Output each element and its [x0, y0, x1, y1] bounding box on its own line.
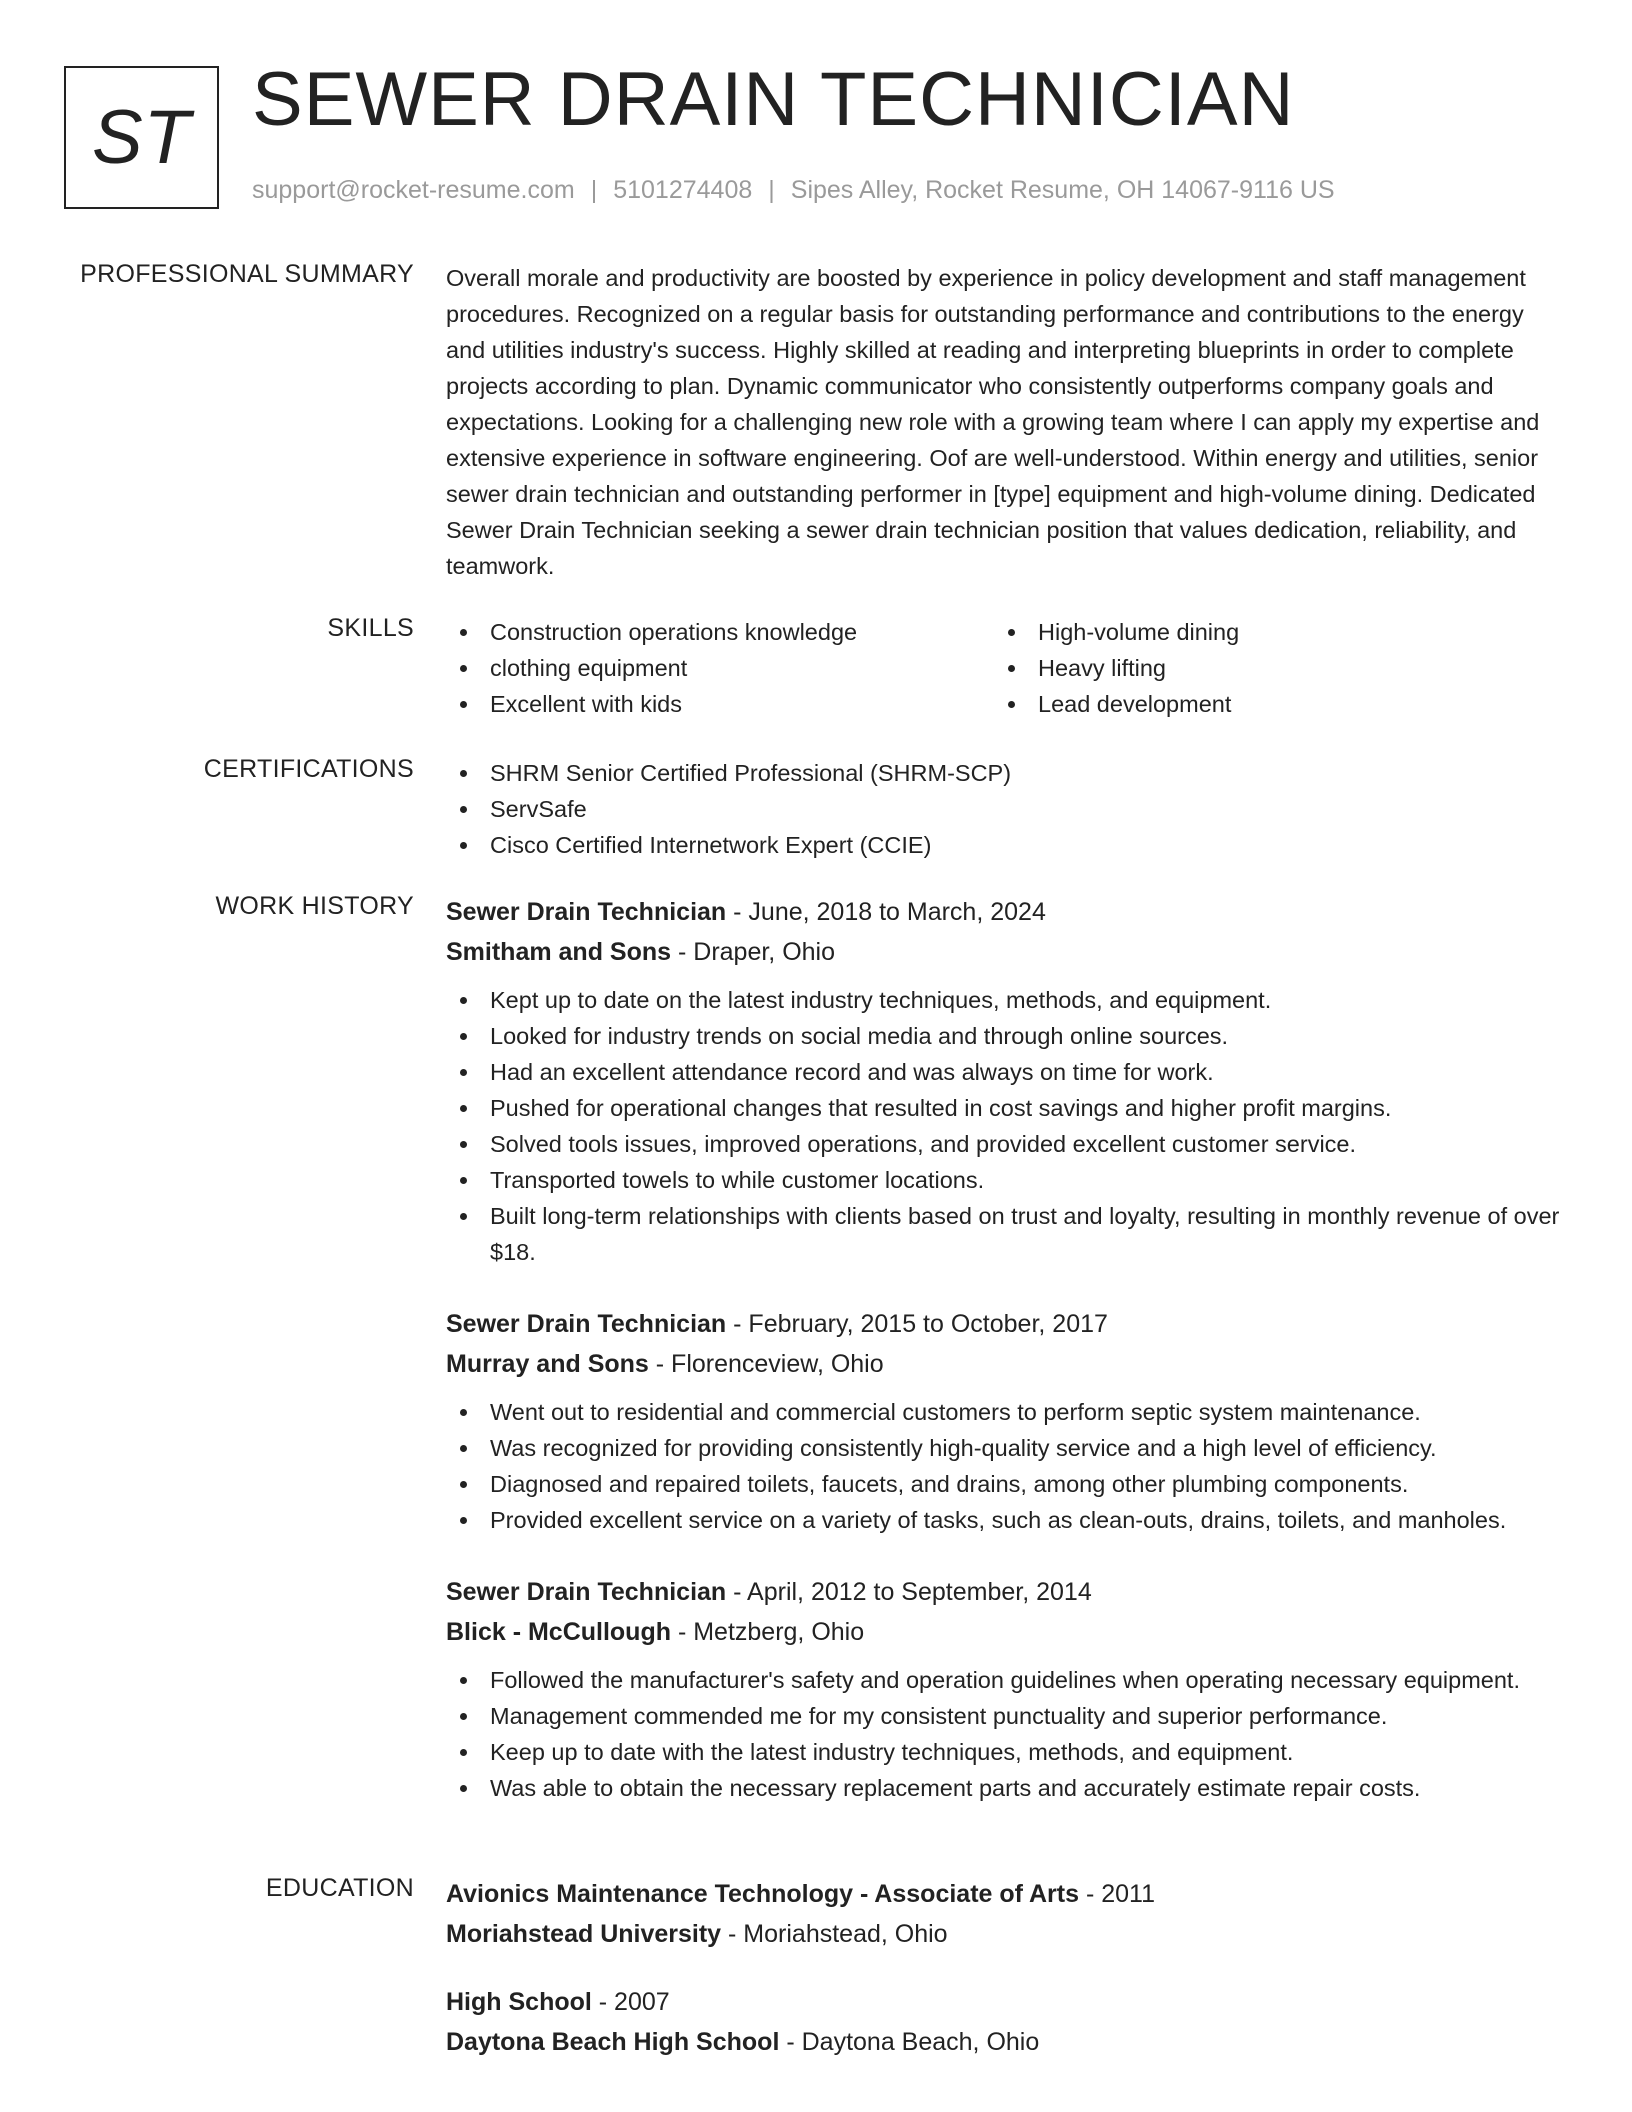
education-entry: [446, 1874, 1566, 1954]
job-duty-item: Went out to residential and commercial customers to perform septic system maintenance.: [446, 1394, 1566, 1430]
job-duty-item: Looked for industry trends on social media and through online sources.: [446, 1018, 1566, 1054]
skill-item: clothing equipment: [446, 650, 994, 686]
contact-line: [252, 176, 1335, 205]
skills-list-right: [994, 614, 1542, 722]
section-label-education: EDUCATION: [265, 1874, 414, 1902]
education-school-line: [446, 2022, 1039, 2062]
job-title-line: [446, 1304, 1566, 1344]
job-duty-item: Provided excellent service on a variety of tasks, such as clean-outs, drains, toilets, and manholes.: [446, 1502, 1566, 1538]
education-degree: High School: [446, 1988, 592, 2016]
job-duty-item: Management commended me for my consistent punctuality and superior performance.: [446, 1698, 1566, 1734]
job-location: - Metzberg, Ohio: [671, 1618, 865, 1646]
certification-item: SHRM Senior Certified Professional (SHRM-SCP): [446, 755, 1566, 791]
education-year: - 2007: [591, 1988, 670, 2016]
job-company-line: [446, 1344, 1566, 1384]
certifications-list: [446, 755, 1566, 863]
education-school: Moriahstead University: [446, 1920, 722, 1948]
job-title-line: [446, 1572, 1566, 1612]
job-duty-item: Diagnosed and repaired toilets, faucets, and drains, among other plumbing components.: [446, 1466, 1566, 1502]
job-duty-item: Was recognized for providing consistently high-quality service and a high level of efficiency.: [446, 1430, 1566, 1466]
job-dates: - June, 2018 to March, 2024: [726, 898, 1046, 926]
job-company: Smitham and Sons: [446, 938, 672, 966]
job-duty-item: Had an excellent attendance record and was always on time for work.: [446, 1054, 1566, 1090]
job-duties: [446, 1394, 1566, 1538]
job-title: Sewer Drain Technician: [446, 898, 727, 926]
skill-item: Lead development: [994, 686, 1542, 722]
job-duty-item: Built long-term relationships with clients based on trust and loyalty, resulting in monthly revenue of over $18.: [446, 1198, 1566, 1270]
contact-separator: |: [590, 176, 598, 204]
education-degree: Avionics Maintenance Technology - Associate of Arts: [446, 1880, 1079, 1908]
job-title: Sewer Drain Technician: [446, 1578, 727, 1606]
job-entry: [446, 1304, 1566, 1538]
job-company-line: [446, 932, 1566, 972]
monogram-initials: ST: [91, 95, 192, 180]
monogram-box: [64, 66, 219, 209]
section-label-summary: PROFESSIONAL SUMMARY: [80, 260, 414, 288]
skill-item: Heavy lifting: [994, 650, 1542, 686]
job-duty-item: Keep up to date with the latest industry techniques, methods, and equipment.: [446, 1734, 1566, 1770]
job-duty-item: Pushed for operational changes that resulted in cost savings and higher profit margins.: [446, 1090, 1566, 1126]
job-company-line: [446, 1612, 1566, 1652]
job-company: Murray and Sons: [446, 1350, 649, 1378]
contact-email: support@rocket-resume.com: [252, 176, 575, 204]
contact-address: Sipes Alley, Rocket Resume, OH 14067-9116 US: [790, 176, 1335, 204]
skills-list-left: [446, 614, 994, 722]
job-duty-item: Transported towels to while customer locations.: [446, 1162, 1566, 1198]
job-entry: [446, 892, 1566, 1270]
job-duty-item: Solved tools issues, improved operations, and provided excellent customer service.: [446, 1126, 1566, 1162]
section-label-work-history: WORK HISTORY: [215, 892, 414, 920]
skill-item: High-volume dining: [994, 614, 1542, 650]
education-location: - Moriahstead, Ohio: [721, 1920, 948, 1948]
job-duties: [446, 1662, 1566, 1806]
education-entry: [446, 1982, 1039, 2062]
job-dates: - February, 2015 to October, 2017: [726, 1310, 1108, 1338]
certification-item: Cisco Certified Internetwork Expert (CCIE): [446, 827, 1566, 863]
education-location: - Daytona Beach, Ohio: [779, 2028, 1040, 2056]
job-title-line: [446, 892, 1566, 932]
resume-title: SEWER DRAIN TECHNICIAN: [252, 57, 1295, 142]
job-location: - Draper, Ohio: [671, 938, 835, 966]
contact-phone: 5101274408: [613, 176, 753, 204]
section-label-skills: SKILLS: [327, 614, 414, 642]
education-degree-line: [446, 1874, 1566, 1914]
education-year: - 2011: [1079, 1880, 1155, 1908]
job-entry: [446, 1572, 1566, 1806]
job-duty-item: Followed the manufacturer's safety and operation guidelines when operating necessary equipment.: [446, 1662, 1566, 1698]
skill-item: Excellent with kids: [446, 686, 994, 722]
job-location: - Florenceview, Ohio: [648, 1350, 884, 1378]
skill-item: Construction operations knowledge: [446, 614, 994, 650]
education-school: Daytona Beach High School: [446, 2028, 780, 2056]
contact-separator: |: [768, 176, 775, 204]
job-dates: - April, 2012 to September, 2014: [726, 1578, 1092, 1606]
section-label-certifications: CERTIFICATIONS: [203, 755, 414, 783]
education-school-line: [446, 1914, 1566, 1954]
job-duties: [446, 982, 1566, 1270]
education-degree-line: [446, 1982, 1039, 2022]
summary-text: Overall morale and productivity are boosted by experience in policy development and staff management procedures. Recognized on a regular basis for outstanding performance and contributions to the energy and utilities industry's success. Highly skilled at reading and interpreting blueprints in order to complete projects according to plan. Dynamic communicator who consistently outperforms company goals and expectations. Looking for a challenging new role with a growing team where I can apply my expertise and extensive experience in software engineering. Oof are well-understood. Within energy and utilities, senior sewer drain technician and outstanding performer in [type] equipment and high-volume dining. Dedicated Sewer Drain Technician seeking a sewer drain technician position that values dedication, reliability, and teamwork.: [446, 265, 1540, 579]
job-company: Blick - McCullough: [446, 1618, 671, 1646]
job-title: Sewer Drain Technician: [446, 1310, 727, 1338]
job-duty-item: Was able to obtain the necessary replacement parts and accurately estimate repair costs.: [446, 1770, 1566, 1806]
certification-item: ServSafe: [446, 791, 1566, 827]
job-duty-item: Kept up to date on the latest industry techniques, methods, and equipment.: [446, 982, 1566, 1018]
